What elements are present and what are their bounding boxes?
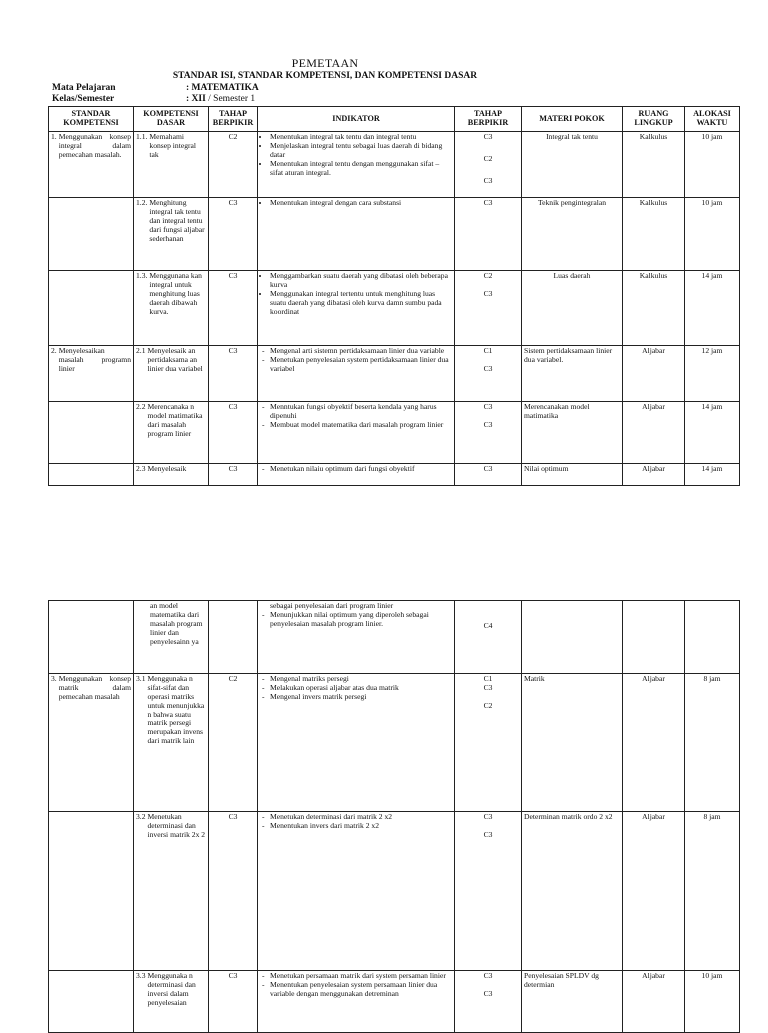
cell-kompetensi-dasar: [134, 346, 209, 402]
cell-tahap-kd: C3: [209, 971, 258, 1033]
kd-text: an model matematika dari masalah program linier dan penyelesainn ya: [150, 601, 203, 646]
kd-entry: [136, 465, 206, 474]
sk-entry: [51, 347, 131, 374]
cell-ruang-lingkup: Kalkulus: [623, 132, 685, 198]
cell-alokasi-waktu: 10 jam: [685, 198, 740, 271]
cell-indikator: [258, 601, 455, 674]
sk-text: Menggunakan konsep matrik dalam pemecahan masalah: [58, 674, 131, 701]
cell-ruang-lingkup: Aljabar: [623, 464, 685, 486]
kelas-value-rest: / Semester 1: [205, 94, 256, 104]
cell-tahap-kd: C3: [209, 271, 258, 346]
cell-standar-kompetensi: [49, 601, 134, 674]
kd-text: Menyelesaik: [147, 464, 187, 473]
cell-indikator: [258, 346, 455, 402]
cell-tahap-kd: C2: [209, 132, 258, 198]
cell-materi-pokok: Teknik pengintegralan: [522, 198, 623, 271]
kd-entry: [136, 347, 206, 374]
cell-alokasi-waktu: 14 jam: [685, 271, 740, 346]
sk-number: 1.: [51, 132, 57, 141]
table-row: [49, 198, 740, 271]
indikator-item: - Menetukan determinasi dari matrik 2 x2: [270, 813, 452, 822]
table-row: [49, 464, 740, 486]
cell-kompetensi-dasar: [134, 402, 209, 464]
cell-ruang-lingkup: Aljabar: [623, 971, 685, 1033]
indikator-item: - Menetukan persamaan matrik dari system persaman linier: [270, 972, 452, 981]
sk-text: Menyelesaikan masalah programn linier: [58, 346, 131, 373]
mapping-table-1: [48, 106, 740, 486]
indikator-item: • Menentukan integral dengan cara substansi: [270, 199, 452, 208]
cell-tahap-kd: C3: [209, 346, 258, 402]
cell-tahap-berpikir: [455, 346, 522, 402]
cell-tahap-kd: C3: [209, 464, 258, 486]
indikator-item: - Menentukan penyelesaian system persamaan linier dua variable dengan menggunakan detreminan: [270, 981, 452, 999]
tahap-value: C2: [483, 153, 493, 163]
mapel-value: : MATEMATIKA: [186, 83, 259, 93]
cell-standar-kompetensi: [49, 812, 134, 971]
cell-tahap-kd: C3: [209, 402, 258, 464]
cell-indikator: [258, 464, 455, 486]
indikator-item: - Membuat model matematika dari masalah program linier: [270, 421, 452, 430]
kd-text: Menyelesaik an pertidaksama an linier dua variabel: [147, 346, 203, 373]
cell-materi-pokok: Sistem pertidaksamaan linier dua variabel.: [522, 346, 623, 402]
cell-indikator: [258, 812, 455, 971]
cell-materi-pokok: Luas daerah: [522, 271, 623, 346]
cell-tahap-berpikir: [455, 601, 522, 674]
cell-materi-pokok: Matrik: [522, 674, 623, 812]
indikator-item: - Menunjukkan nilai optimum yang diperoleh sebagai penyelesaian masalah program linier.: [270, 611, 452, 629]
cell-ruang-lingkup: Kalkulus: [623, 198, 685, 271]
tahap-value: C3: [483, 988, 493, 998]
cell-materi-pokok: Nilai optimum: [522, 464, 623, 486]
indikator-list: [260, 972, 452, 999]
cell-alokasi-waktu: 14 jam: [685, 402, 740, 464]
table-row: [49, 346, 740, 402]
cell-standar-kompetensi: [49, 132, 134, 198]
tahap-value: C3: [483, 363, 493, 373]
tahap-value: C3: [483, 175, 493, 185]
indikator-item: - Mengenal matriks persegi: [270, 675, 452, 684]
cell-alokasi-waktu: 10 jam: [685, 971, 740, 1033]
cell-indikator: [258, 198, 455, 271]
cell-materi-pokok: [522, 601, 623, 674]
indikator-list: [260, 611, 452, 629]
cell-tahap-kd: [209, 601, 258, 674]
cell-ruang-lingkup: Kalkulus: [623, 271, 685, 346]
cell-alokasi-waktu: 12 jam: [685, 346, 740, 402]
table-row: [49, 674, 740, 812]
table-row: [49, 271, 740, 346]
indikator-item: - Melakukan operasi aljabar atas dua matrik: [270, 684, 452, 693]
cell-ruang-lingkup: Aljabar: [623, 346, 685, 402]
cell-kompetensi-dasar: [134, 132, 209, 198]
indikator-item: • Menentukan integral tak tentu dan integral tentu: [270, 133, 452, 142]
table-row: [49, 812, 740, 971]
tahap-value: C3: [483, 419, 493, 429]
col-header-ruang: RUANG LINGKUP: [623, 107, 685, 132]
tahap-value: C1: [483, 674, 493, 683]
cell-standar-kompetensi: [49, 464, 134, 486]
cell-materi-pokok: Determinan matrik ordo 2 x2: [522, 812, 623, 971]
kd-text: Memahami konsep integral tak: [149, 132, 196, 159]
tahap-value: C3: [483, 829, 493, 839]
kd-text: Menggunaka n determinasi dan inversi dalam penyelesaian: [147, 971, 196, 1007]
cell-alokasi-waktu: 14 jam: [685, 464, 740, 486]
cell-materi-pokok: Integral tak tentu: [522, 132, 623, 198]
table-row: [49, 601, 740, 674]
table-row: [49, 402, 740, 464]
col-header-tahap-small: TAHAP BERPIKIR: [209, 107, 258, 132]
cell-indikator: [258, 271, 455, 346]
cell-tahap-berpikir: [455, 132, 522, 198]
sk-entry: [51, 675, 131, 702]
cell-ruang-lingkup: [623, 601, 685, 674]
cell-kompetensi-dasar: [134, 198, 209, 271]
kd-entry: [136, 272, 206, 316]
mapel-label: Mata Pelajaran: [52, 83, 116, 93]
cell-materi-pokok: Merencanakan model matimatika: [522, 402, 623, 464]
kd-number: 1.3.: [136, 271, 148, 280]
kd-entry: [136, 972, 206, 1008]
cell-kompetensi-dasar: [134, 601, 209, 674]
kd-entry: [136, 133, 206, 160]
cell-materi-pokok: Penyelesaian SPLDV dg determian: [522, 971, 623, 1033]
indikator-item: - Menetukan nilaiu optimum dari fungsi obyektif: [270, 465, 452, 474]
col-header-alokasi: ALOKASI WAKTU: [685, 107, 740, 132]
tahap-value: C3: [483, 812, 493, 821]
cell-standar-kompetensi: [49, 402, 134, 464]
indikator-item: - Mengenal arti sistemn pertidaksamaan linier dua variable: [270, 347, 452, 356]
cell-tahap-berpikir: [455, 971, 522, 1033]
page-subtitle: STANDAR ISI, STANDAR KOMPETENSI, DAN KOMPETENSI DASAR: [172, 71, 478, 81]
kd-text: Menggunana kan integral untuk menghitung luas daerah dibawah kurva.: [149, 271, 202, 316]
col-header-materi: MATERI POKOK: [522, 107, 623, 132]
indikator-continuation: sebagai penyelesaian dari program linier: [270, 601, 394, 610]
kd-entry: [136, 675, 206, 746]
tahap-value: C3: [483, 198, 493, 207]
indikator-list: [260, 199, 452, 208]
kd-number-spacer: [136, 602, 150, 646]
sk-number: 2.: [51, 346, 57, 355]
cell-kompetensi-dasar: [134, 674, 209, 812]
kd-text: Menghitung integral tak tentu dan integral tentu dari fungsi aljabar sederhanan: [149, 198, 205, 243]
cell-tahap-kd: C2: [209, 674, 258, 812]
kd-entry: [136, 813, 206, 840]
cell-indikator: [258, 132, 455, 198]
col-header-sk: STANDAR KOMPETENSI: [49, 107, 134, 132]
indikator-item: • Menentukan integral tentu dengan menggunakan sifat –sifat aturan integral.: [270, 160, 452, 178]
tahap-value: C1: [483, 346, 493, 355]
kd-number: 1.2.: [136, 198, 148, 207]
cell-tahap-kd: C3: [209, 812, 258, 971]
kd-entry: [136, 199, 206, 243]
cell-tahap-kd: C3: [209, 198, 258, 271]
indikator-list: [260, 133, 452, 177]
cell-ruang-lingkup: Aljabar: [623, 674, 685, 812]
indikator-list: [260, 813, 452, 831]
indikator-list: [260, 465, 452, 474]
indikator-item: - Menntukan fungsi obyektif beserta kendala yang harus dipenuhi: [270, 403, 452, 421]
kd-number: 3.2: [136, 812, 146, 821]
kd-number: 2.1: [136, 346, 146, 355]
indikator-item: • Menjelaskan integral tentu sebagai luas daerah di bidang datar: [270, 142, 452, 160]
kd-number: 3.3: [136, 971, 146, 980]
cell-indikator: [258, 674, 455, 812]
tahap-value: C3: [483, 288, 493, 298]
cell-alokasi-waktu: 8 jam: [685, 812, 740, 971]
cell-alokasi-waktu: [685, 601, 740, 674]
tahap-value: C2: [483, 700, 493, 710]
kelas-value-bold: : XII: [186, 94, 206, 104]
tahap-value: C3: [483, 971, 493, 980]
kd-entry: [136, 602, 206, 646]
col-header-tahap: TAHAP BERPIKIR: [455, 107, 522, 132]
mapping-table-2: [48, 600, 740, 1033]
tahap-value: C3: [483, 464, 493, 473]
cell-standar-kompetensi: [49, 674, 134, 812]
cell-standar-kompetensi: [49, 198, 134, 271]
cell-ruang-lingkup: Aljabar: [623, 812, 685, 971]
table-header-row: [49, 107, 740, 132]
cell-kompetensi-dasar: [134, 271, 209, 346]
indikator-item: - Mengenal invers matrik persegi: [270, 693, 452, 702]
indikator-list: [260, 675, 452, 702]
tahap-value: C2: [483, 271, 493, 280]
kelas-label: Kelas/Semester: [52, 94, 115, 104]
kd-text: Menetukan determinasi dan inversi matrik 2x 2: [147, 812, 206, 839]
cell-standar-kompetensi: [49, 271, 134, 346]
cell-tahap-berpikir: [455, 812, 522, 971]
table-row: [49, 132, 740, 198]
kd-number: 2.2: [136, 402, 146, 411]
tahap-value: C4: [483, 621, 493, 630]
kd-number: 1.1.: [136, 132, 148, 141]
page-title: PEMETAAN: [291, 56, 359, 70]
sk-text: Menggunakan konsep integral dalam pemecahan masalah.: [58, 132, 131, 159]
table-row: [49, 971, 740, 1033]
cell-standar-kompetensi: [49, 346, 134, 402]
cell-tahap-berpikir: [455, 674, 522, 812]
indikator-item: - Menentukan invers dari matrik 2 x2: [270, 822, 452, 831]
kd-entry: [136, 403, 206, 439]
cell-kompetensi-dasar: [134, 971, 209, 1033]
cell-tahap-berpikir: [455, 198, 522, 271]
indikator-list: [260, 403, 452, 430]
indikator-list: [260, 347, 452, 374]
cell-kompetensi-dasar: [134, 464, 209, 486]
kd-text: Menggunaka n sifat-sifat dan operasi matriks untuk menunjukka n bahwa suatu matrik persegi merupakan invens dari matrik lain: [147, 674, 205, 746]
cell-tahap-berpikir: [455, 271, 522, 346]
cell-indikator: [258, 402, 455, 464]
col-header-indikator: INDIKATOR: [258, 107, 455, 132]
tahap-value: C3: [483, 402, 493, 411]
tahap-value: C3: [483, 682, 493, 692]
indikator-item: • Menggunakan integral tertentu untuk menghitung luas suatu daerah yang dibatasi oleh kurva damn sumbu pada koordinat: [270, 290, 452, 317]
sk-entry: [51, 133, 131, 160]
cell-tahap-berpikir: [455, 464, 522, 486]
sk-number: 3.: [51, 674, 57, 683]
cell-kompetensi-dasar: [134, 812, 209, 971]
kelas-value: [186, 94, 255, 104]
cell-alokasi-waktu: 10 jam: [685, 132, 740, 198]
cell-standar-kompetensi: [49, 971, 134, 1033]
kd-text: Merencanaka n model matimatika dari masalah program linier: [147, 402, 203, 438]
indikator-list: [260, 272, 452, 316]
cell-alokasi-waktu: 8 jam: [685, 674, 740, 812]
cell-tahap-berpikir: [455, 402, 522, 464]
col-header-kd: KOMPETENSI DASAR: [134, 107, 209, 132]
kd-number: 3.1: [136, 674, 146, 683]
cell-indikator: [258, 971, 455, 1033]
tahap-value: C3: [483, 132, 493, 141]
kd-number: 2.3: [136, 464, 146, 473]
cell-ruang-lingkup: Aljabar: [623, 402, 685, 464]
indikator-item: - Menetukan penyelesaian system pertidaksamaan linier dua variabel: [270, 356, 452, 374]
indikator-item: • Menggambarkan suatu daerah yang dibatasi oleh beberapa kurva: [270, 272, 452, 290]
